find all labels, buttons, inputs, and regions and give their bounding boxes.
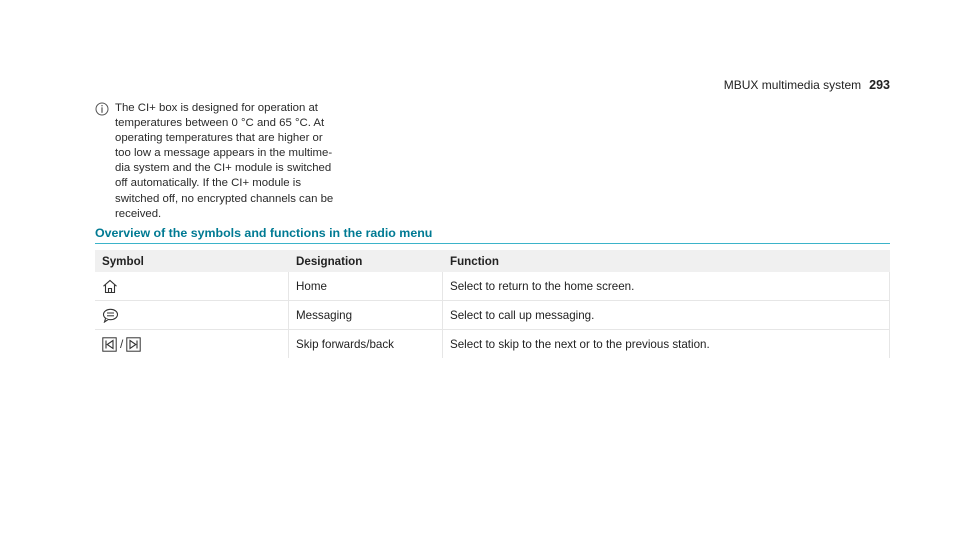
header-function: Function (450, 254, 499, 268)
table-row (95, 272, 890, 301)
function-messaging: Select to call up messaging. (442, 301, 890, 329)
note-text: The CI+ box is designed for operation at temperatures between 0 °C and 65 °C. At operating temperatures that are higher or too low a message appears in the multime- dia system and the CI+ module is switched off automatically. If the CI+ module is switched off, no encrypted channels can be received. (115, 102, 334, 220)
skip-separator: / (120, 337, 124, 351)
header-symbol: Symbol (102, 254, 144, 268)
skip-icons (102, 337, 141, 352)
designation-home: Home (288, 272, 442, 300)
header-designation: Designation (296, 254, 363, 268)
section-name: MBUX multimedia system (723, 78, 862, 92)
table-header (95, 250, 890, 272)
page-number: 293 (869, 78, 890, 92)
running-header (724, 78, 890, 92)
table-row (95, 301, 890, 330)
info-icon (95, 102, 109, 116)
function-home: Select to return to the home screen. (442, 272, 890, 300)
skip-back-icon (102, 337, 117, 352)
skip-forward-icon (126, 337, 141, 352)
section-title: Overview of the symbols and functions in the radio menu (95, 226, 890, 244)
function-skip: Select to skip to the next or to the previous station. (442, 330, 890, 358)
designation-skip: Skip forwards/back (288, 330, 442, 358)
symbols-table (95, 250, 890, 358)
info-note (95, 101, 355, 222)
designation-messaging: Messaging (288, 301, 442, 329)
home-icon (102, 279, 118, 294)
messaging-icon (102, 308, 119, 323)
table-row (95, 330, 890, 358)
